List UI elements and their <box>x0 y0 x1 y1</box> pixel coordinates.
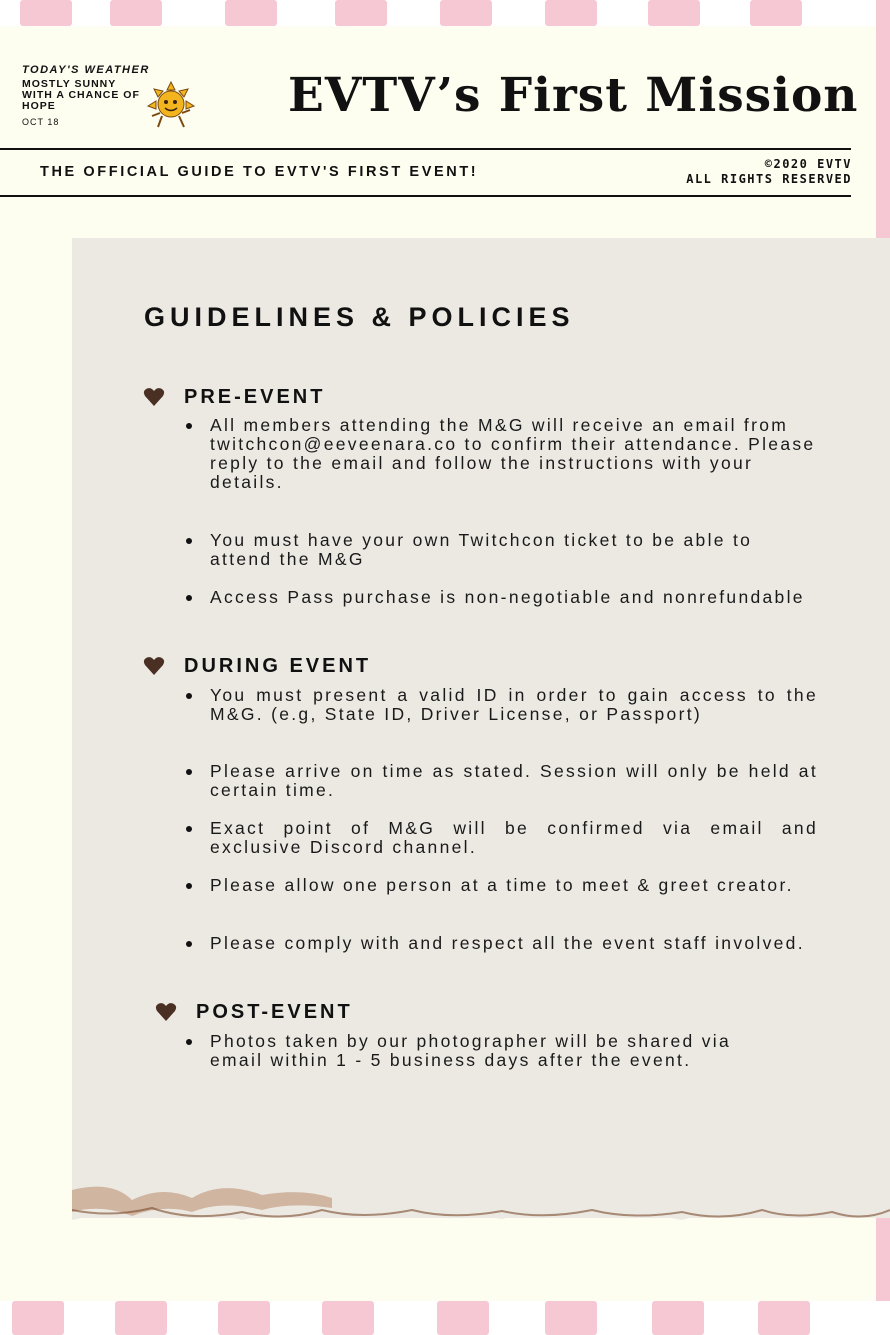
list-item <box>186 934 818 953</box>
list-item <box>186 416 818 492</box>
list-item-text: You must have your own Twitchcon ticket to be able to attend the M&G <box>210 530 753 569</box>
copyright-line-2: ALL RIGHTS RESERVED <box>686 172 852 186</box>
header-top-rule <box>0 148 851 150</box>
sun-mascot-icon <box>146 80 196 132</box>
list-item-text: Exact point of M&G will be confirmed via email and exclusive Discord channel. <box>210 818 818 857</box>
copyright-notice <box>686 157 852 187</box>
heart-icon <box>143 387 165 407</box>
heart-icon <box>143 656 165 676</box>
subtitle: THE OFFICIAL GUIDE TO EVTV'S FIRST EVENT! <box>40 164 479 180</box>
bullet-dot <box>186 883 192 889</box>
guidelines-card <box>72 238 890 1218</box>
list-item <box>186 531 818 569</box>
list-item <box>186 819 818 857</box>
list-item-text: Access Pass purchase is non-negotiable and nonrefundable <box>210 587 805 607</box>
bullet-dot <box>186 538 192 544</box>
bullet-dot <box>186 826 192 832</box>
section-title-pre-event: PRE-EVENT <box>184 386 326 408</box>
top-pink-stripe <box>0 0 890 26</box>
bullet-dot <box>186 423 192 429</box>
heart-icon <box>155 1002 177 1022</box>
list-item-text: All members attending the M&G will receive an email from twitchcon@eeveenara.co to confirm their attendance. Please reply to the email and follow the instructions with your details. <box>210 415 816 492</box>
list-item <box>186 762 818 800</box>
list-item-text: You must present a valid ID in order to gain access to the M&G. (e.g, State ID, Driver License, or Passport) <box>210 685 818 724</box>
list-item-text: Photos taken by our photographer will be shared via email within 1 - 5 business days after the event. <box>210 1031 732 1070</box>
list-item-text: Please comply with and respect all the event staff involved. <box>210 933 805 953</box>
list-item-text: Please arrive on time as stated. Session will only be held at certain time. <box>210 761 818 800</box>
section-title-during-event: DURING EVENT <box>184 655 372 677</box>
bullet-dot <box>186 941 192 947</box>
list-item <box>186 1032 746 1070</box>
copyright-line-1: ©2020 EVTV <box>764 157 852 171</box>
list-item-text: Please allow one person at a time to meet & greet creator. <box>210 875 794 895</box>
list-item <box>186 876 818 895</box>
header-bottom-rule <box>0 195 851 197</box>
bullet-dot <box>186 693 192 699</box>
weather-title: TODAY'S WEATHER <box>22 64 150 76</box>
burnt-edge-decoration <box>72 1160 890 1230</box>
bullet-dot <box>186 595 192 601</box>
bullet-dot <box>186 769 192 775</box>
page-title: EVTV’s First Mission <box>288 68 859 123</box>
bottom-pink-stripe <box>0 1301 890 1335</box>
guidelines-heading: GUIDELINES & POLICIES <box>144 302 575 332</box>
weather-date: OCT 18 <box>22 117 60 127</box>
list-item <box>186 686 818 724</box>
list-item <box>186 588 818 607</box>
section-title-post-event: POST-EVENT <box>196 1001 353 1023</box>
weather-description: MOSTLY SUNNY WITH A CHANCE OF HOPE <box>22 78 140 112</box>
bullet-dot <box>186 1039 192 1045</box>
